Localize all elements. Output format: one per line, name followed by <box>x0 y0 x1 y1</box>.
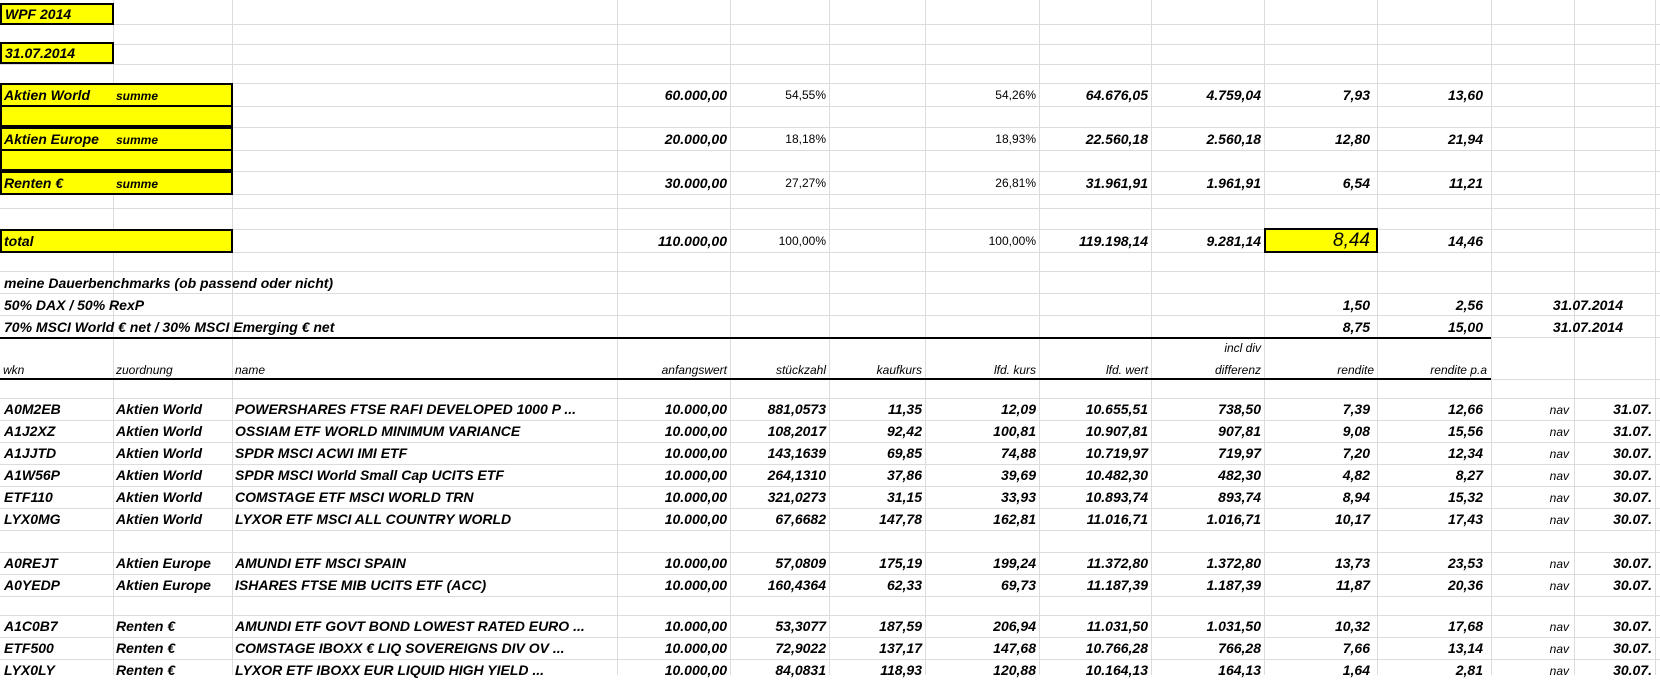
header-stueckzahl[interactable]: stückzahl <box>775 363 826 377</box>
cell-wkn: A1JJTD <box>4 445 57 461</box>
benchmark-rendite-pa: 15,00 <box>1447 319 1483 335</box>
benchmark-rendite: 1,50 <box>1342 297 1370 313</box>
cell-lfd-wert: 10.655,51 <box>1085 401 1148 417</box>
cell-rendite-pa: 13,14 <box>1447 640 1483 656</box>
cell-differenz: 482,30 <box>1218 467 1261 483</box>
cell-zuordnung: Renten € <box>116 662 176 678</box>
cell-source: nav <box>1549 469 1569 483</box>
cell-anfangswert: 10.000,00 <box>664 489 727 505</box>
summary-pct2: 54,26% <box>995 88 1036 102</box>
cell-zuordnung: Aktien World <box>116 401 203 417</box>
cell-rendite-pa: 23,53 <box>1447 555 1483 571</box>
cell-date: 30.07. <box>1613 618 1652 634</box>
summary-pct2: 18,93% <box>995 132 1036 146</box>
cell-lfd-wert: 10.164,13 <box>1085 662 1148 678</box>
cell-zuordnung: Renten € <box>116 618 176 634</box>
summary-label-cell[interactable] <box>0 105 233 127</box>
cell-zuordnung: Aktien World <box>116 445 203 461</box>
cell-kaufkurs: 118,93 <box>880 662 922 678</box>
cell-lfd-kurs: 120,88 <box>993 662 1036 678</box>
header-anfangswert[interactable]: anfangswert <box>661 363 727 377</box>
cell-differenz: 1.016,71 <box>1206 511 1261 527</box>
summary-rendite-pa: 13,60 <box>1447 87 1483 103</box>
header-name[interactable]: name <box>235 363 266 377</box>
summary-sub: summe <box>116 133 159 147</box>
cell-kaufkurs: 62,33 <box>886 577 922 593</box>
header-lfd-wert[interactable]: lfd. wert <box>1105 363 1148 377</box>
benchmark-date: 31.07.2014 <box>1552 297 1623 313</box>
cell-differenz: 1.187,39 <box>1206 577 1261 593</box>
cell-wkn: A1C0B7 <box>4 618 58 634</box>
cell-kaufkurs: 69,85 <box>886 445 922 461</box>
cell-rendite-pa: 17,43 <box>1447 511 1483 527</box>
benchmark-rendite: 8,75 <box>1342 319 1370 335</box>
benchmark-rendite-pa: 2,56 <box>1455 297 1483 313</box>
total-anfangswert: 110.000,00 <box>657 233 727 249</box>
cell-anfangswert: 10.000,00 <box>664 555 727 571</box>
cell-stueckzahl: 108,2017 <box>767 423 826 439</box>
cell-source: nav <box>1549 447 1569 461</box>
cell-source: nav <box>1549 579 1569 593</box>
total-differenz: 9.281,14 <box>1206 233 1261 249</box>
cell-rendite: 9,08 <box>1342 423 1370 439</box>
cell-lfd-wert: 10.907,81 <box>1085 423 1148 439</box>
grid-line <box>0 24 1660 25</box>
summary-sub: summe <box>116 177 159 191</box>
cell-stueckzahl: 321,0273 <box>767 489 826 505</box>
cell-rendite-pa: 12,34 <box>1447 445 1483 461</box>
cell-date: 30.07. <box>1613 577 1652 593</box>
cell-stueckzahl: 143,1639 <box>767 445 826 461</box>
cell-date: 31.07. <box>1613 401 1652 417</box>
cell-source: nav <box>1549 491 1569 505</box>
cell-anfangswert: 10.000,00 <box>664 445 727 461</box>
cell-date: 30.07. <box>1613 489 1652 505</box>
divider <box>0 337 1491 339</box>
cell-wkn: ETF500 <box>4 640 54 656</box>
cell-date: 31.07. <box>1613 423 1652 439</box>
cell-anfangswert: 10.000,00 <box>664 467 727 483</box>
summary-differenz: 2.560,18 <box>1206 131 1261 147</box>
cell-wkn: A0REJT <box>4 555 58 571</box>
header-lfd-kurs[interactable]: lfd. kurs <box>993 363 1036 377</box>
cell-anfangswert: 10.000,00 <box>664 511 727 527</box>
cell-rendite-pa: 15,32 <box>1447 489 1483 505</box>
total-lfd-wert: 119.198,14 <box>1078 233 1148 249</box>
benchmark-heading: meine Dauerbenchmarks (ob passend oder nicht) <box>4 275 334 291</box>
grid-line <box>0 150 1660 151</box>
cell-stueckzahl: 84,0831 <box>775 662 826 678</box>
total-label-cell[interactable] <box>0 229 233 253</box>
total-label: total <box>4 233 34 249</box>
cell-lfd-kurs: 74,88 <box>1000 445 1036 461</box>
title-text: WPF 2014 <box>5 6 72 22</box>
summary-differenz: 4.759,04 <box>1206 87 1261 103</box>
cell-zuordnung: Aktien World <box>116 511 203 527</box>
date-text: 31.07.2014 <box>5 45 76 61</box>
cell-lfd-wert: 10.766,28 <box>1085 640 1148 656</box>
cell-differenz: 738,50 <box>1218 401 1261 417</box>
cell-name: COMSTAGE ETF MSCI WORLD TRN <box>235 489 474 505</box>
cell-lfd-wert: 11.016,71 <box>1086 511 1148 527</box>
cell-lfd-kurs: 33,93 <box>1000 489 1036 505</box>
cell-zuordnung: Aktien World <box>116 489 203 505</box>
cell-name: SPDR MSCI ACWI IMI ETF <box>235 445 408 461</box>
cell-wkn: LYX0LY <box>4 662 55 678</box>
cell-zuordnung: Aktien World <box>116 467 203 483</box>
grid-line <box>0 252 1660 253</box>
summary-pct1: 18,18% <box>785 132 826 146</box>
cell-anfangswert: 10.000,00 <box>664 662 727 678</box>
benchmark-date: 31.07.2014 <box>1552 319 1623 335</box>
cell-rendite-pa: 20,36 <box>1447 577 1483 593</box>
summary-rendite-pa: 11,21 <box>1449 175 1483 191</box>
cell-source: nav <box>1549 557 1569 571</box>
header-rendite-pa[interactable]: rendite p.a <box>1430 363 1487 377</box>
grid-line <box>0 64 1660 65</box>
cell-source: nav <box>1549 403 1569 417</box>
summary-lfd-wert: 22.560,18 <box>1085 131 1148 147</box>
cell-rendite-pa: 2,81 <box>1455 662 1483 678</box>
cell-kaufkurs: 187,59 <box>879 618 922 634</box>
cell-stueckzahl: 67,6682 <box>775 511 826 527</box>
cell-lfd-kurs: 206,94 <box>993 618 1036 634</box>
summary-label: Aktien World <box>4 87 91 103</box>
cell-kaufkurs: 11,35 <box>888 401 922 417</box>
summary-lfd-wert: 64.676,05 <box>1085 87 1148 103</box>
cell-date: 30.07. <box>1613 662 1652 678</box>
cell-lfd-wert: 10.482,30 <box>1085 467 1148 483</box>
summary-anfangswert: 20.000,00 <box>664 131 727 147</box>
cell-anfangswert: 10.000,00 <box>664 401 727 417</box>
cell-date: 30.07. <box>1613 511 1652 527</box>
cell-zuordnung: Aktien Europe <box>116 555 211 571</box>
header-zuordnung[interactable]: zuordnung <box>116 363 173 377</box>
grid-line <box>0 530 1660 531</box>
summary-pct1: 27,27% <box>785 176 826 190</box>
cell-kaufkurs: 92,42 <box>886 423 922 439</box>
header-wkn[interactable]: wkn <box>3 363 25 377</box>
cell-name: LYXOR ETF MSCI ALL COUNTRY WORLD <box>235 511 512 527</box>
cell-differenz: 1.031,50 <box>1206 618 1261 634</box>
cell-source: nav <box>1549 620 1569 634</box>
cell-lfd-kurs: 100,81 <box>993 423 1036 439</box>
cell-rendite: 13,73 <box>1334 555 1370 571</box>
header-differenz[interactable]: differenz <box>1214 363 1261 377</box>
cell-date: 30.07. <box>1613 555 1652 571</box>
cell-wkn: A1W56P <box>4 467 61 483</box>
cell-kaufkurs: 147,78 <box>879 511 922 527</box>
cell-date: 30.07. <box>1613 640 1652 656</box>
cell-lfd-kurs: 39,69 <box>1000 467 1036 483</box>
divider <box>0 378 1491 380</box>
cell-name: ISHARES FTSE MIB UCITS ETF (ACC) <box>235 577 487 593</box>
cell-rendite: 10,32 <box>1334 618 1370 634</box>
summary-label-cell[interactable] <box>0 149 233 171</box>
date-cell[interactable] <box>0 42 114 64</box>
cell-zuordnung: Aktien Europe <box>116 577 211 593</box>
cell-rendite: 7,20 <box>1342 445 1370 461</box>
cell-source: nav <box>1549 642 1569 656</box>
cell-stueckzahl: 881,0573 <box>767 401 826 417</box>
cell-kaufkurs: 37,86 <box>886 467 922 483</box>
summary-rendite-pa: 21,94 <box>1447 131 1483 147</box>
header-kaufkurs[interactable]: kaufkurs <box>876 363 922 377</box>
cell-source: nav <box>1549 664 1569 678</box>
cell-differenz: 893,74 <box>1218 489 1261 505</box>
summary-pct2: 26,81% <box>995 176 1036 190</box>
total-rendite-pa: 14,46 <box>1447 233 1483 249</box>
cell-rendite: 4,82 <box>1342 467 1370 483</box>
cell-differenz: 907,81 <box>1218 423 1261 439</box>
summary-rendite: 12,80 <box>1334 131 1370 147</box>
cell-lfd-kurs: 162,81 <box>993 511 1036 527</box>
cell-date: 30.07. <box>1613 445 1652 461</box>
cell-anfangswert: 10.000,00 <box>664 423 727 439</box>
cell-name: AMUNDI ETF MSCI SPAIN <box>235 555 406 571</box>
cell-rendite-pa: 17,68 <box>1447 618 1483 634</box>
cell-kaufkurs: 137,17 <box>879 640 922 656</box>
cell-rendite-pa: 12,66 <box>1447 401 1483 417</box>
cell-rendite: 1,64 <box>1342 662 1370 678</box>
summary-anfangswert: 30.000,00 <box>664 175 727 191</box>
summary-sub: summe <box>116 89 159 103</box>
cell-anfangswert: 10.000,00 <box>664 618 727 634</box>
grid-line <box>0 208 1660 209</box>
total-pct1: 100,00% <box>778 234 826 248</box>
cell-lfd-wert: 11.372,80 <box>1086 555 1148 571</box>
cell-rendite: 11,87 <box>1336 577 1370 593</box>
cell-differenz: 719,97 <box>1218 445 1261 461</box>
cell-lfd-kurs: 69,73 <box>1000 577 1036 593</box>
summary-differenz: 1.961,91 <box>1206 175 1261 191</box>
cell-lfd-wert: 11.031,50 <box>1086 618 1148 634</box>
cell-rendite: 7,39 <box>1342 401 1370 417</box>
incl-div-label: incl div <box>1224 341 1261 355</box>
cell-rendite: 10,17 <box>1334 511 1370 527</box>
grid-line <box>0 44 1660 45</box>
cell-differenz: 164,13 <box>1218 662 1261 678</box>
cell-lfd-wert: 10.893,74 <box>1085 489 1148 505</box>
cell-zuordnung: Aktien World <box>116 423 203 439</box>
cell-rendite-pa: 8,27 <box>1455 467 1483 483</box>
summary-rendite: 7,93 <box>1342 87 1370 103</box>
summary-anfangswert: 60.000,00 <box>664 87 727 103</box>
grid-line <box>0 194 1660 195</box>
cell-stueckzahl: 160,4364 <box>767 577 826 593</box>
header-rendite[interactable]: rendite <box>1337 363 1374 377</box>
cell-name: POWERSHARES FTSE RAFI DEVELOPED 1000 P ... <box>235 401 576 417</box>
cell-lfd-kurs: 199,24 <box>993 555 1036 571</box>
cell-wkn: A1J2XZ <box>4 423 56 439</box>
cell-wkn: A0M2EB <box>4 401 61 417</box>
cell-stueckzahl: 53,3077 <box>775 618 826 634</box>
cell-lfd-wert: 11.187,39 <box>1086 577 1148 593</box>
cell-differenz: 766,28 <box>1218 640 1261 656</box>
cell-lfd-wert: 10.719,97 <box>1085 445 1148 461</box>
cell-differenz: 1.372,80 <box>1206 555 1261 571</box>
cell-wkn: LYX0MG <box>4 511 61 527</box>
cell-wkn: A0YEDP <box>4 577 61 593</box>
title-cell[interactable] <box>0 3 114 25</box>
grid-line <box>0 106 1660 107</box>
cell-anfangswert: 10.000,00 <box>664 640 727 656</box>
cell-kaufkurs: 31,15 <box>886 489 922 505</box>
cell-name: COMSTAGE IBOXX € LIQ SOVEREIGNS DIV OV ... <box>235 640 565 656</box>
cell-anfangswert: 10.000,00 <box>664 577 727 593</box>
cell-stueckzahl: 264,1310 <box>767 467 826 483</box>
cell-name: AMUNDI ETF GOVT BOND LOWEST RATED EURO ... <box>235 618 585 634</box>
cell-rendite: 7,66 <box>1342 640 1370 656</box>
benchmark-label: 70% MSCI World € net / 30% MSCI Emerging € net <box>4 319 335 335</box>
cell-rendite: 8,94 <box>1342 489 1370 505</box>
cell-wkn: ETF110 <box>4 489 53 505</box>
cell-stueckzahl: 72,9022 <box>775 640 826 656</box>
cell-source: nav <box>1549 513 1569 527</box>
cell-lfd-kurs: 147,68 <box>993 640 1036 656</box>
total-pct2: 100,00% <box>988 234 1036 248</box>
cell-rendite-pa: 15,56 <box>1447 423 1483 439</box>
cell-lfd-kurs: 12,09 <box>1000 401 1036 417</box>
summary-lfd-wert: 31.961,91 <box>1085 175 1148 191</box>
cell-name: OSSIAM ETF WORLD MINIMUM VARIANCE <box>235 423 521 439</box>
summary-pct1: 54,55% <box>785 88 826 102</box>
grid-line <box>0 596 1660 597</box>
summary-label: Renten € <box>4 175 64 191</box>
total-rendite: 8,44 <box>1333 230 1370 251</box>
cell-stueckzahl: 57,0809 <box>775 555 826 571</box>
cell-name: SPDR MSCI World Small Cap UCITS ETF <box>235 467 504 483</box>
cell-kaufkurs: 175,19 <box>879 555 922 571</box>
benchmark-label: 50% DAX / 50% RexP <box>4 297 145 313</box>
cell-zuordnung: Renten € <box>116 640 176 656</box>
cell-date: 30.07. <box>1613 467 1652 483</box>
summary-rendite: 6,54 <box>1342 175 1370 191</box>
cell-source: nav <box>1549 425 1569 439</box>
summary-label: Aktien Europe <box>4 131 99 147</box>
cell-name: LYXOR ETF IBOXX EUR LIQUID HIGH YIELD ... <box>235 662 545 678</box>
